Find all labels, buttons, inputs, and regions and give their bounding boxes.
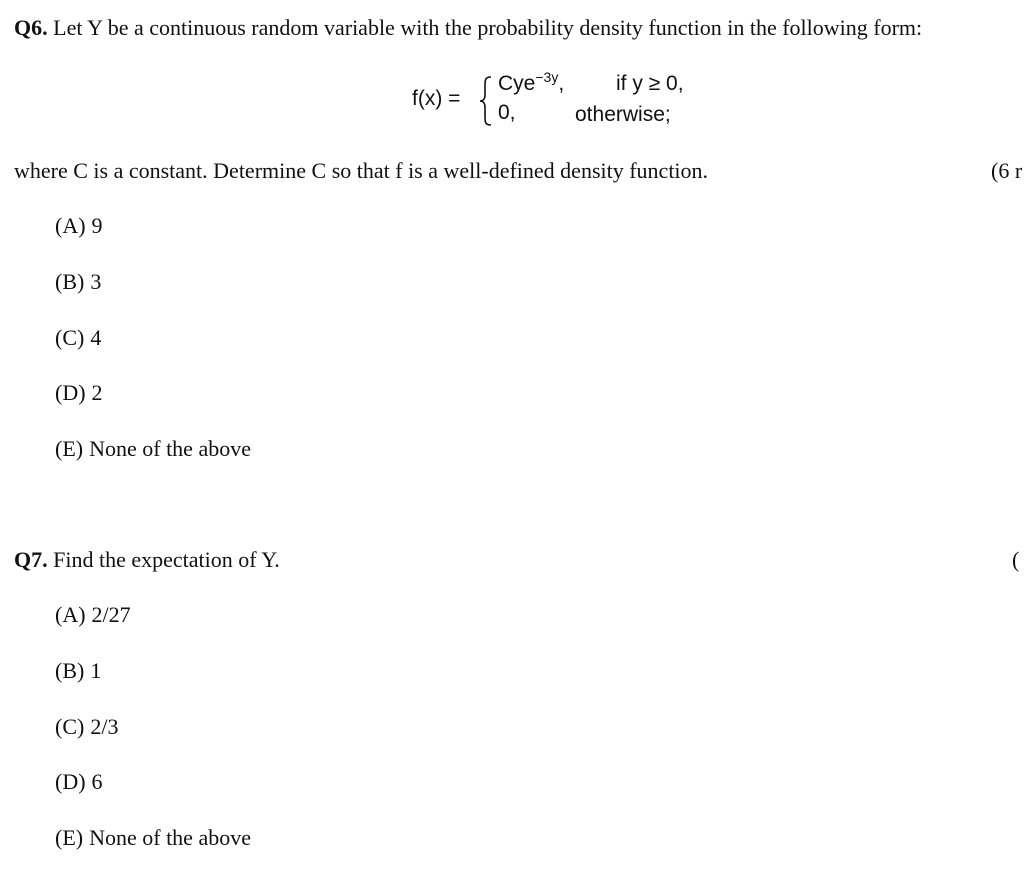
- case1-expression: Cye$^{-3y}$,: [498, 69, 565, 95]
- q6-option-b[interactable]: (B) 3: [55, 269, 102, 294]
- case1-condition: if y ≥ 0,: [616, 72, 684, 95]
- formula-lhs: f(x) =: [412, 87, 461, 110]
- q6-option-e[interactable]: (E) None of the above: [55, 436, 251, 461]
- q7-number: Q7.: [14, 547, 48, 572]
- q6-number: Q6.: [14, 15, 48, 40]
- q6-prompt: where C is a constant. Determine C so that f is a well-defined density function.: [14, 158, 709, 183]
- q7-stem: Find the expectation of Y.: [47, 547, 280, 572]
- q7-option-b[interactable]: (B) 1: [55, 658, 102, 683]
- case1-exponent: −3y: [535, 69, 559, 85]
- q6-stem-line: [14, 14, 922, 42]
- q7-stem-line: [14, 546, 280, 574]
- case2-condition: otherwise;: [575, 103, 671, 126]
- q7-option-c[interactable]: (C) 2/3: [55, 714, 119, 739]
- q6-stem: Let Y be a continuous random variable with the probability density function in the following form:: [47, 15, 923, 40]
- density-formula: [412, 70, 712, 130]
- left-brace-icon: [478, 76, 494, 126]
- case2-expression: 0,: [498, 101, 516, 124]
- q6-marks: (6 r: [991, 158, 1023, 183]
- q6-option-c[interactable]: (C) 4: [55, 325, 102, 350]
- q7-option-e[interactable]: (E) None of the above: [55, 825, 251, 850]
- q6-option-a[interactable]: (A) 9: [55, 213, 103, 238]
- q7-option-d[interactable]: (D) 6: [55, 769, 103, 794]
- q6-option-d[interactable]: (D) 2: [55, 380, 103, 405]
- q7-option-a[interactable]: (A) 2/27: [55, 602, 131, 627]
- q7-marks: (: [1012, 547, 1020, 572]
